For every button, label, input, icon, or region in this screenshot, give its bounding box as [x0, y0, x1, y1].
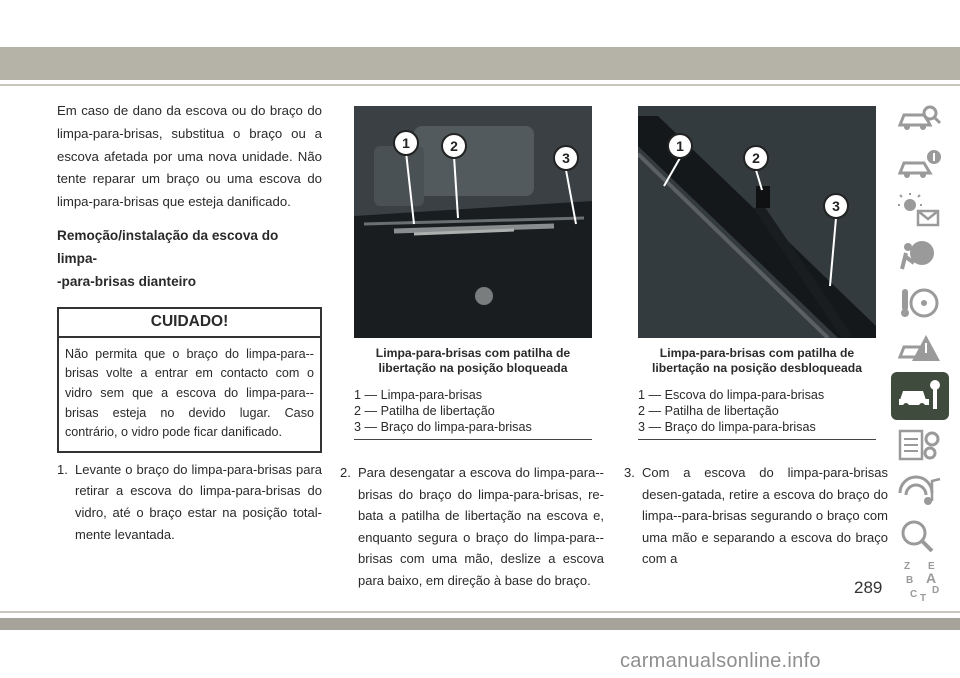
step-3-row — [624, 462, 888, 570]
index-letters-icon[interactable] — [893, 552, 945, 608]
footer-rule — [0, 611, 960, 613]
watermark: carmanualsonline.info — [620, 650, 821, 672]
car-info-icon[interactable] — [893, 144, 945, 184]
index-letter: Z — [904, 561, 911, 572]
step-2-row — [340, 462, 604, 592]
step-1-number: 1. — [57, 461, 68, 477]
index-letter: B — [906, 575, 914, 586]
heading-line-1: Remoção/instalação da escova do limpa- — [57, 227, 279, 266]
car-wrench-icon[interactable] — [891, 372, 949, 420]
figure-1-legend — [354, 387, 592, 440]
step-3-number: 3. — [624, 465, 635, 480]
warning-lights-message-icon[interactable] — [893, 190, 945, 230]
wiper-locked-photo — [354, 106, 592, 338]
wiper-locked-illustration — [354, 106, 592, 338]
callout-3: 3 — [832, 198, 840, 214]
figure-1-caption-line-1: Limpa-para-brisas com patilha de — [375, 346, 571, 360]
legend-item: 3 — Braço do limpa-para-brisas — [354, 420, 532, 434]
caution-text: Não permita que o braço do limpa-para--brisas volte a entrar em contacto com o vidro sem que a escova do limpa-para--brisas esteja no devido lugar. Caso contrário, o vidro pode ficar danificado. — [65, 346, 314, 440]
car-search-icon[interactable] — [893, 98, 945, 138]
left-column — [57, 100, 322, 545]
media-music-icon[interactable] — [893, 470, 945, 510]
step-1 — [57, 459, 322, 545]
heading-line-2: -para-brisas dianteiro — [57, 273, 196, 289]
footer-band — [0, 618, 960, 630]
step-3 — [624, 462, 888, 570]
step-2-number: 2. — [340, 465, 351, 480]
index-letter: T — [920, 593, 927, 603]
figure-1-caption — [354, 346, 592, 376]
legend-item: 3 — Braço do limpa-para-brisas — [638, 420, 816, 434]
index-letter: A — [926, 570, 937, 586]
header-band — [0, 47, 960, 80]
legend-item: 2 — Patilha de libertação — [354, 404, 495, 418]
car-warning-triangle-icon[interactable] — [893, 328, 945, 368]
step-2-text: Para desengatar a escova do limpa-para--brisas do braço do limpa-para-brisas, re-bata a patilha de libertação na escova e, enquanto segura o braço do limpa-para--brisas com uma mão, deslize a escova para baixo, em direção à base do braço. — [358, 465, 604, 588]
index-letter: D — [932, 585, 940, 596]
callout-1: 1 — [676, 138, 684, 154]
figure-1-caption-line-2: libertação na posição bloqueada — [378, 361, 568, 375]
steering-key-icon[interactable] — [893, 282, 945, 322]
index-letter: E — [928, 561, 935, 572]
figure-2-legend — [638, 387, 876, 440]
wiper-unlocked-photo — [638, 106, 876, 338]
index-letter: C — [910, 589, 918, 600]
caution-box — [57, 307, 322, 453]
legend-item: 2 — Patilha de libertação — [638, 404, 779, 418]
legend-item: 1 — Limpa-para-brisas — [354, 388, 483, 402]
step-2 — [340, 462, 604, 592]
figure-2-caption-line-1: Limpa-para-brisas com patilha de — [659, 346, 855, 360]
figure-2-caption — [638, 346, 876, 376]
step-3-text: Com a escova do limpa-para-brisas desen-gatada, retire a escova do braço do limpa--para-brisas segurando o braço com uma mão e separando a escova do braço com a — [642, 465, 888, 567]
callout-2: 2 — [450, 138, 458, 154]
page-number: 289 — [854, 578, 883, 597]
checklist-gears-icon[interactable] — [893, 424, 945, 464]
section-heading — [57, 224, 322, 293]
caution-title: CUIDADO! — [59, 309, 320, 338]
legend-item: 1 — Escova do limpa-para-brisas — [638, 388, 825, 402]
intro-paragraph: Em caso de dano da escova ou do braço do limpa-para-brisas, substitua o braço ou a escova afetada por uma nova unidade. Não tente reparar um braço ou uma escova do limpa-para-brisas que esteja danificado. — [57, 103, 322, 210]
wiper-unlocked-illustration — [638, 106, 876, 338]
callout-2: 2 — [752, 150, 760, 166]
callout-3: 3 — [562, 150, 570, 166]
airbag-person-icon[interactable] — [893, 236, 945, 276]
magnifier-icon[interactable] — [893, 516, 945, 556]
header-rule — [0, 84, 960, 86]
figure-2-caption-line-2: libertação na posição desbloqueada — [652, 361, 862, 375]
step-1-text: Levante o braço do limpa-para-brisas para retirar a escova do limpa-para-brisas do vidro, até o braço estar na posição total-mente levantada. — [75, 461, 322, 542]
callout-1: 1 — [402, 135, 410, 151]
